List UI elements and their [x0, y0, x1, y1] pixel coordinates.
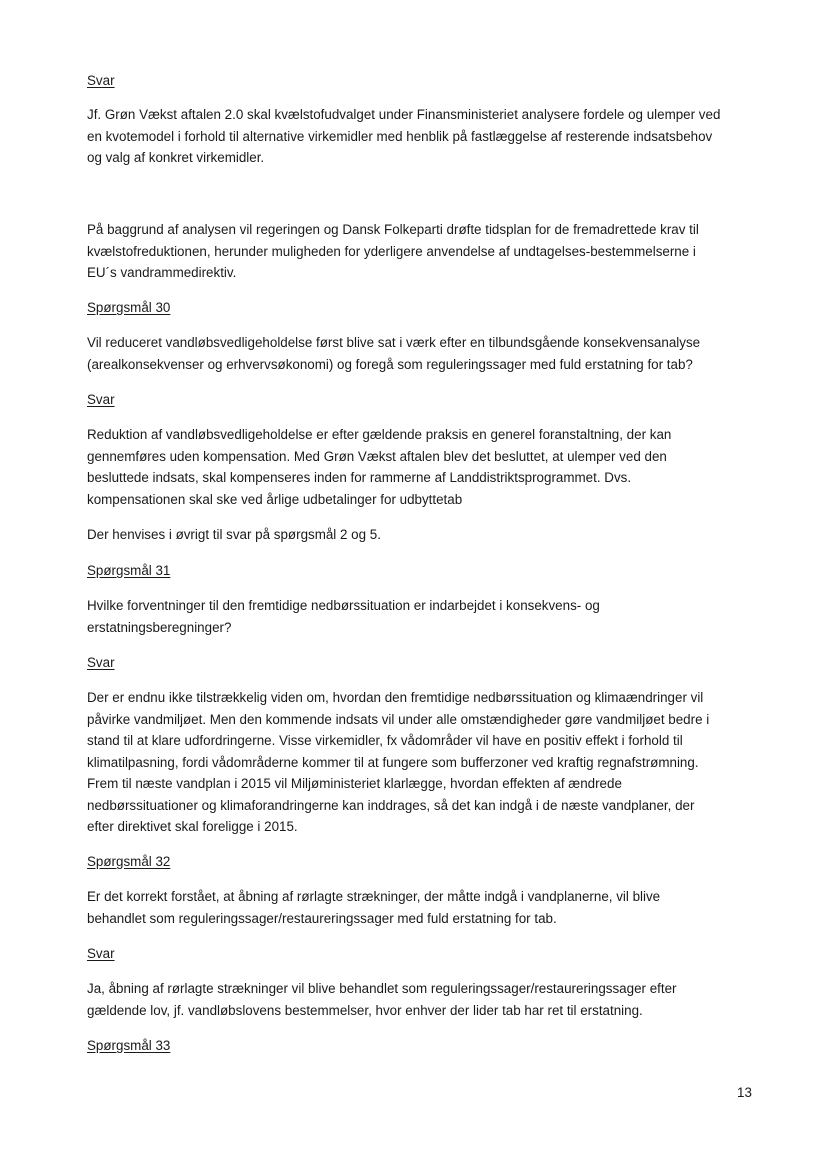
paragraph-line: gældende lov, jf. vandløbslovens bestemmelser, hvor enhver der lider tab har ret til erstatning.: [87, 1002, 643, 1018]
paragraph-line: Jf. Grøn Vækst aftalen 2.0 skal kvælstofudvalget under Finansministeriet analysere fordele og ulemper ved: [87, 107, 721, 122]
answer-heading: [87, 70, 757, 92]
answer-paragraph: [87, 104, 757, 169]
paragraph-line: Vil reduceret vandløbsvedligeholdelse først blive sat i værk efter en tilbundsgående konsekvensanalyse: [87, 335, 701, 350]
paragraph-line: Reduktion af vandløbsvedligeholdelse er efter gældende praksis en generel foranstaltning, der kan: [87, 427, 672, 442]
paragraph-line: (arealkonsekvenser og erhvervsøkonomi) og foregå som reguleringssager med fuld erstatning for tab?: [87, 356, 693, 372]
question-heading: [87, 851, 757, 873]
paragraph-line: nedbørssituationer og klimaforandringerne kan inddrages, så det kan indgå i de næste vandplaner, der: [87, 797, 695, 813]
heading-line: Spørgsmål 33: [87, 1038, 171, 1053]
answer-paragraph: [87, 524, 757, 546]
question-heading: [87, 560, 757, 582]
heading-line: Spørgsmål 32: [87, 854, 171, 869]
paragraph-line: behandlet som reguleringssager/restaureringssager med fuld erstatning for tab.: [87, 910, 557, 926]
heading-line: Svar: [87, 946, 115, 961]
heading-line: Spørgsmål 30: [87, 300, 171, 315]
paragraph-line: stand til at klare udfordringerne. Visse virkemidler, fx vådområder vil have en positiv effekt i forhold til: [87, 733, 683, 748]
paragraph-line: Frem til næste vandplan i 2015 vil Miljøministeriet klarlægge, hvordan effekten af ændrede: [87, 776, 622, 791]
heading-line: Spørgsmål 31: [87, 563, 171, 578]
paragraph-line: efter direktivet skal foreligge i 2015.: [87, 819, 298, 834]
paragraph-line: På baggrund af analysen vil regeringen og Dansk Folkeparti drøfte tidsplan for de fremadrettede krav til: [87, 222, 699, 237]
paragraph-line: påvirke vandmiljøet. Men den kommende indsats vil under alle omstændigheder gøre vandmiljøet bedre i: [87, 711, 710, 727]
paragraph-line: kompensationen skal ske ved årlige udbetalinger for udbyttetab: [87, 491, 463, 507]
paragraph-line: klimatilpasning, fordi vådområderne kommer til at fungere som bufferzoner ved kraftig regnafstrømning.: [87, 754, 699, 770]
question-paragraph: [87, 332, 757, 375]
heading-line: Svar: [87, 73, 115, 88]
paragraph-line: Er det korrekt forstået, at åbning af rørlagte strækninger, der måtte indgå i vandplanerne, vil blive: [87, 889, 661, 904]
paragraph-line: Der er endnu ikke tilstrækkelig viden om, hvordan den fremtidige nedbørssituation og klimaændringer vil: [87, 690, 704, 705]
page-number: 13: [737, 1085, 752, 1100]
paragraph-line: erstatningsberegninger?: [87, 619, 232, 635]
paragraph-line: besluttede indsats, skal kompenseres inden for rammerne af Landdistriktsprogrammet. Dvs.: [87, 470, 632, 485]
answer-heading: [87, 652, 757, 674]
paragraph-line: en kvotemodel i forhold til alternative virkemidler med henblik på fastlæggelse af resterende indsatsbehov: [87, 128, 713, 144]
paragraph-line: EU´s vandrammedirektiv.: [87, 265, 237, 280]
paragraph-line: og valg af konkret virkemidler.: [87, 150, 265, 165]
question-heading: [87, 1035, 757, 1057]
answer-heading: [87, 389, 757, 411]
answer-paragraph: [87, 687, 757, 838]
paragraph-line: Hvilke forventninger til den fremtidige nedbørssituation er indarbejdet i konsekvens- og: [87, 598, 600, 613]
heading-line: Svar: [87, 655, 115, 670]
paragraph-line: gennemføres uden kompensation. Med Grøn Vækst aftalen blev det besluttet, at ulemper ved den: [87, 448, 667, 464]
paragraph-line: Ja, åbning af rørlagte strækninger vil blive behandlet som reguleringssager/restaureringssager efter: [87, 981, 677, 996]
answer-heading: [87, 943, 757, 965]
answer-paragraph: [87, 978, 757, 1021]
heading-line: Svar: [87, 392, 115, 407]
paragraph-line: Der henvises i øvrigt til svar på spørgsmål 2 og 5.: [87, 527, 381, 542]
answer-paragraph: [87, 424, 757, 510]
paragraph-line: kvælstofreduktionen, herunder muligheden for yderligere anvendelse af undtagelses-bestemmelserne i: [87, 243, 696, 259]
question-paragraph: [87, 886, 757, 929]
answer-paragraph: [87, 219, 757, 284]
question-heading: [87, 297, 757, 319]
question-paragraph: [87, 595, 757, 638]
